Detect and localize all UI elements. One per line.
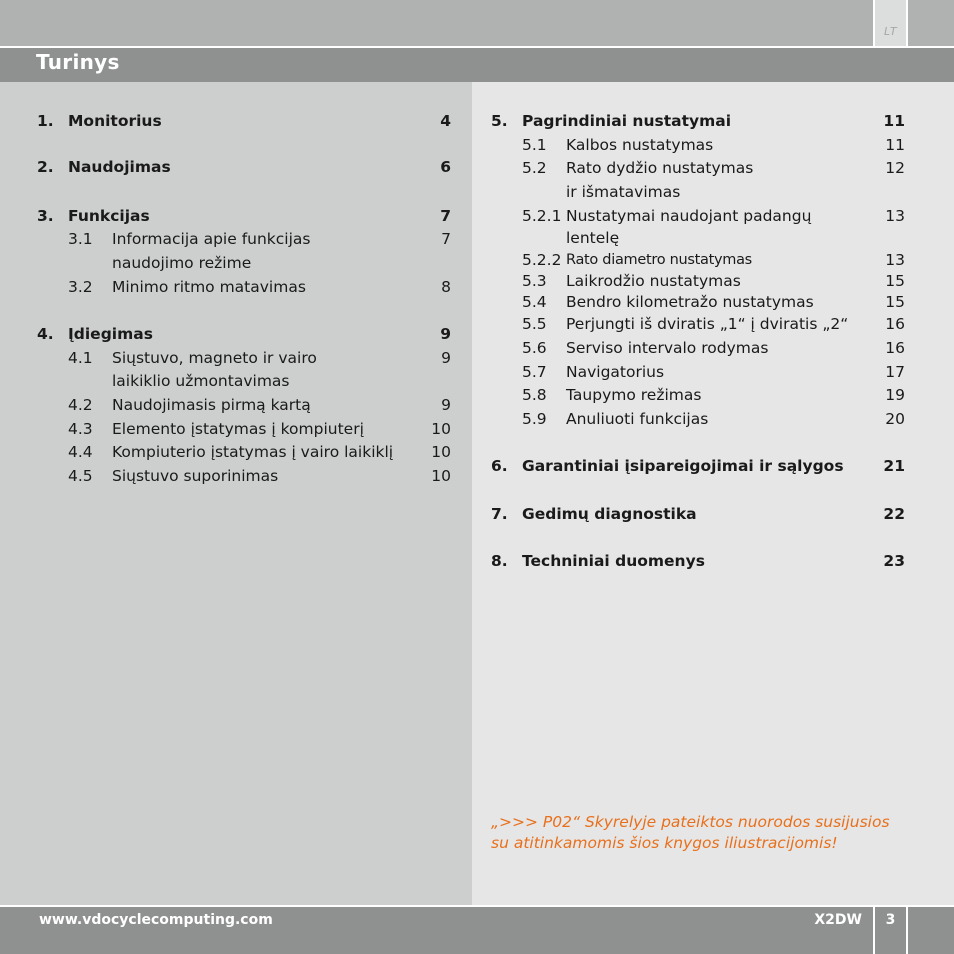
toc-entry-page: 11 — [883, 112, 905, 130]
toc-entry[interactable] — [491, 410, 906, 430]
toc-entry[interactable] — [491, 272, 906, 292]
toc-entry-page: 10 — [431, 420, 451, 438]
toc-entry[interactable] — [491, 183, 906, 203]
model-name: X2DW — [814, 912, 862, 928]
toc-entry-number: 6. — [491, 457, 508, 475]
toc-entry-title: Bendro kilometražo nustatymas — [566, 293, 814, 311]
toc-entry-number: 5.2.2 — [522, 251, 562, 269]
toc-entry-title: Siųstuvo, magneto ir vairo — [112, 349, 317, 367]
toc-entry[interactable] — [491, 457, 906, 477]
toc-entry-number: 3.2 — [68, 278, 93, 296]
toc-entry-title: Kalbos nustatymas — [566, 136, 714, 154]
toc-entry-page: 20 — [885, 410, 905, 428]
toc-entry-number: 4.4 — [68, 443, 93, 461]
page-number-tab — [873, 907, 908, 954]
top-bar — [0, 0, 954, 46]
toc-entry-title: Kompiuterio įstatymas į vairo laikiklį — [112, 443, 394, 461]
toc-entry[interactable] — [491, 339, 906, 359]
toc-entry-page: 4 — [440, 112, 451, 130]
toc-entry-number: 5.1 — [522, 136, 547, 154]
toc-entry-number: 4.2 — [68, 396, 93, 414]
toc-entry[interactable] — [491, 159, 906, 179]
toc-entry[interactable] — [491, 363, 906, 383]
toc-entry-title: Serviso intervalo rodymas — [566, 339, 769, 357]
toc-entry-page: 16 — [885, 315, 905, 333]
toc-entry-number: 5.2 — [522, 159, 547, 177]
toc-entry-page: 8 — [441, 278, 451, 296]
toc-entry-title: Naudojimasis pirmą kartą — [112, 396, 311, 414]
toc-entry[interactable] — [37, 349, 452, 369]
toc-entry-title: lentelę — [566, 229, 620, 247]
toc-entry-number: 4.1 — [68, 349, 93, 367]
toc-entry-number: 8. — [491, 552, 508, 570]
toc-entry[interactable] — [491, 552, 906, 572]
toc-entry-number: 5. — [491, 112, 508, 130]
toc-entry-page: 13 — [885, 251, 905, 269]
toc-entry-title: Techniniai duomenys — [522, 552, 705, 570]
toc-entry[interactable] — [37, 158, 452, 178]
toc-entry-title: naudojimo režime — [112, 254, 252, 272]
toc-entry-page: 23 — [883, 552, 905, 570]
toc-entry-page: 7 — [440, 207, 451, 225]
toc-entry[interactable] — [37, 278, 452, 298]
toc-entry[interactable] — [37, 207, 452, 227]
toc-entry[interactable] — [37, 467, 452, 487]
toc-entry-number: 5.8 — [522, 386, 547, 404]
website-link[interactable]: www.vdocyclecomputing.com — [39, 912, 273, 928]
toc-entry-page: 15 — [885, 272, 905, 290]
toc-entry[interactable] — [37, 325, 452, 345]
toc-entry[interactable] — [491, 505, 906, 525]
toc-entry-page: 21 — [883, 457, 905, 475]
toc-entry-title: Įdiegimas — [68, 325, 153, 343]
toc-entry-title: Garantiniai įsipareigojimai ir sąlygos — [522, 457, 844, 475]
toc-entry-number: 7. — [491, 505, 508, 523]
language-tab — [873, 0, 908, 46]
toc-entry-page: 7 — [441, 230, 451, 248]
toc-entry-page: 10 — [431, 443, 451, 461]
toc-entry-number: 5.6 — [522, 339, 547, 357]
illustration-note: „>>> P02“ Skyrelyje pateiktos nuorodos susijusios su atitinkamomis šios knygos iliustracijomis! — [491, 813, 890, 852]
toc-entry[interactable] — [491, 386, 906, 406]
toc-entry[interactable] — [491, 229, 906, 249]
page-number: 3 — [885, 912, 896, 928]
toc-entry-page: 16 — [885, 339, 905, 357]
toc-entry-page: 19 — [885, 386, 905, 404]
toc-entry-page: 11 — [885, 136, 905, 154]
toc-entry-title: Funkcijas — [68, 207, 150, 225]
toc-entry-title: ir išmatavimas — [566, 183, 681, 201]
toc-entry-title: Rato dydžio nustatymas — [566, 159, 754, 177]
toc-entry-title: Anuliuoti funkcijas — [566, 410, 709, 428]
toc-entry-number: 3.1 — [68, 230, 93, 248]
toc-entry[interactable] — [37, 230, 452, 250]
header-band — [0, 48, 954, 82]
page-title: Turinys — [36, 50, 120, 74]
toc-entry-title: Siųstuvo suporinimas — [112, 467, 279, 485]
toc-entry[interactable] — [37, 112, 452, 132]
toc-entry[interactable] — [491, 112, 906, 132]
toc-entry-page: 22 — [883, 505, 905, 523]
toc-entry-title: Taupymo režimas — [566, 386, 702, 404]
toc-entry[interactable] — [491, 136, 906, 156]
toc-entry-title: Elemento įstatymas į kompiuterį — [112, 420, 364, 438]
toc-entry-number: 2. — [37, 158, 54, 176]
toc-entry-number: 5.4 — [522, 293, 547, 311]
toc-entry-page: 13 — [885, 207, 905, 225]
toc-entry-page: 9 — [441, 396, 451, 414]
toc-entry-title: Informacija apie funkcijas — [112, 230, 311, 248]
toc-entry[interactable] — [37, 372, 452, 392]
toc-entry[interactable] — [37, 420, 452, 440]
toc-entry[interactable] — [491, 315, 906, 335]
toc-entry[interactable] — [37, 396, 452, 416]
toc-entry-title: Laikrodžio nustatymas — [566, 272, 741, 290]
toc-entry-page: 6 — [440, 158, 451, 176]
language-label: LT — [883, 25, 898, 38]
toc-entry-page: 10 — [431, 467, 451, 485]
toc-entry-title: Navigatorius — [566, 363, 665, 381]
toc-entry-page: 12 — [885, 159, 905, 177]
toc-entry-title: Gedimų diagnostika — [522, 505, 697, 523]
toc-entry-title: Minimo ritmo matavimas — [112, 278, 306, 296]
toc-entry-number: 3. — [37, 207, 54, 225]
toc-entry-number: 5.7 — [522, 363, 547, 381]
toc-entry-title: Nustatymai naudojant padangų — [566, 207, 812, 225]
toc-entry-number: 5.5 — [522, 315, 547, 333]
toc-entry-number: 4.5 — [68, 467, 93, 485]
toc-entry[interactable] — [491, 251, 906, 271]
toc-entry[interactable] — [491, 207, 906, 227]
toc-entry-page: 15 — [885, 293, 905, 311]
toc-entry-title: Monitorius — [68, 112, 162, 130]
toc-entry-title: laikiklio užmontavimas — [112, 372, 290, 390]
toc-left-panel — [0, 82, 472, 905]
toc-entry-number: 5.9 — [522, 410, 547, 428]
toc-entry-number: 4. — [37, 325, 54, 343]
toc-entry-title: Naudojimas — [68, 158, 171, 176]
toc-entry-title: Pagrindiniai nustatymai — [522, 112, 732, 130]
toc-entry-number: 1. — [37, 112, 54, 130]
toc-entry-page: 9 — [441, 349, 451, 367]
toc-entry-title: Rato diametro nustatymas — [566, 252, 752, 268]
toc-entry-page: 17 — [885, 363, 905, 381]
toc-entry[interactable] — [37, 443, 452, 463]
toc-entry-number: 5.2.1 — [522, 207, 562, 225]
toc-entry-number: 4.3 — [68, 420, 93, 438]
toc-entry-number: 5.3 — [522, 272, 547, 290]
toc-entry-page: 9 — [440, 325, 451, 343]
toc-entry[interactable] — [37, 254, 452, 274]
toc-right-panel — [472, 82, 954, 905]
toc-entry[interactable] — [491, 293, 906, 313]
toc-entry-title: Perjungti iš dviratis „1“ į dviratis „2“ — [566, 315, 849, 333]
